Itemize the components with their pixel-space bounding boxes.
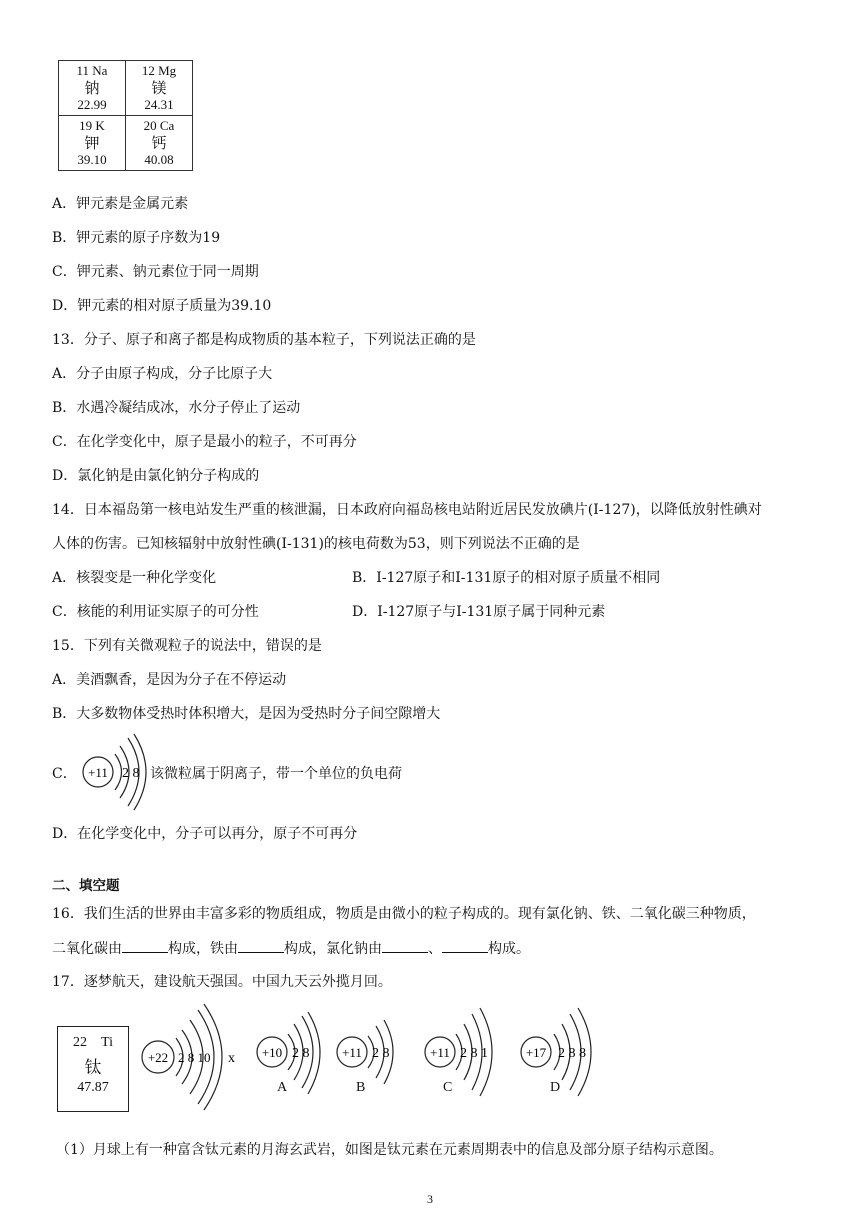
element-number: 11 (76, 63, 90, 78)
atom-shells: 2 8 8 (558, 1046, 586, 1061)
q12-option-b: B．钾元素的原子序数为19 (52, 230, 221, 246)
element-symbol: K (95, 118, 105, 133)
element-name: 镁 (151, 79, 167, 97)
q15-atom-diagram (80, 732, 160, 812)
element-mass: 24.31 (144, 97, 174, 112)
section-title: 二、填空题 (52, 878, 120, 894)
atom-label-d: D (550, 1080, 561, 1095)
q15-option-c-prefix: C． (52, 766, 77, 782)
element-cell-mg (126, 61, 193, 116)
q15-option-b: B．大多数物体受热时体积增大，是因为受热时分子间空隙增大 (52, 706, 441, 722)
q16-text: 构成。 (488, 941, 530, 957)
atom-nucleus: +11 (430, 1045, 450, 1060)
atom-shells: 2 8 (122, 766, 140, 781)
q17-subquestion-1: （1）月球上有一种富含钛元素的月海玄武岩，如图是钛元素在元素周期表中的信息及部分原子结构示意图。 (56, 1142, 723, 1158)
q15-stem: 15．下列有关微观粒子的说法中，错误的是 (52, 638, 322, 654)
q15-option-a: A．美酒飘香，是因为分子在不停运动 (52, 672, 287, 688)
q16-text: 二氧化碳由 (52, 941, 122, 957)
element-number: 20 (143, 118, 157, 133)
element-number: 22 (73, 1035, 88, 1050)
answer-blank[interactable] (382, 938, 428, 953)
q17-stem: 17．逐梦航天，建设航天强国。中国九天云外揽月回。 (52, 974, 392, 990)
q12-option-d: D．钾元素的相对原子质量为39.10 (52, 298, 272, 314)
element-mass: 39.10 (77, 152, 107, 167)
atom-label-b: B (356, 1080, 366, 1095)
element-symbol: Ca (159, 118, 175, 133)
element-mass: 40.08 (144, 152, 174, 167)
element-symbol: Ti (101, 1035, 113, 1050)
element-cell-ca (126, 116, 193, 171)
atom-shells: 2 8 (372, 1046, 390, 1061)
q13-option-a: A．分子由原子构成，分子比原子大 (52, 366, 273, 382)
q14-option-c: C．核能的利用证实原子的可分性 (52, 604, 259, 620)
element-mass: 47.87 (77, 1080, 109, 1095)
q13-option-c: C．在化学变化中，原子是最小的粒子，不可再分 (52, 434, 357, 450)
element-name: 钾 (84, 134, 100, 152)
element-cell-na (59, 61, 126, 116)
atom-nucleus: +17 (525, 1045, 547, 1060)
answer-blank[interactable] (122, 938, 168, 953)
q16-line2 (52, 938, 530, 959)
q12-option-a: A．钾元素是金属元素 (52, 196, 189, 212)
element-name: 钛 (84, 1058, 102, 1078)
q14-stem-line1: 14．日本福岛第一核电站发生严重的核泄漏，日本政府向福岛核电站附近居民发放碘片(I-127)，以降低放射性碘对 (52, 502, 762, 518)
element-name: 钙 (151, 134, 167, 152)
atom-nucleus: +22 (147, 1050, 169, 1065)
atom-diagram-c (424, 1006, 508, 1102)
answer-blank[interactable] (238, 938, 284, 953)
q16-text: 构成，铁由 (168, 941, 238, 957)
q14-option-d: D．I-127原子与I-131原子属于同种元素 (352, 604, 606, 620)
q14-option-a: A．核裂变是一种化学变化 (52, 570, 217, 586)
q15-option-d: D．在化学变化中，分子可以再分，原子不可再分 (52, 826, 358, 842)
atom-nucleus: +11 (342, 1045, 362, 1060)
element-number: 12 (141, 63, 155, 78)
atom-label-c: C (443, 1080, 453, 1095)
page-number: 3 (427, 1192, 433, 1206)
q13-option-d: D．氯化钠是由氯化钠分子构成的 (52, 468, 260, 484)
atom-shells: 2 8 1 (460, 1046, 488, 1061)
element-name: 钠 (84, 79, 100, 97)
atom-diagram-a (256, 1010, 332, 1100)
atom-label-a: A (277, 1080, 288, 1095)
atom-shells: 2 8 10 (178, 1050, 211, 1065)
periodic-table-fragment (58, 60, 193, 171)
element-number: 19 (79, 118, 93, 133)
ti-atom-diagram (140, 1002, 250, 1112)
atom-nucleus: +10 (261, 1045, 283, 1060)
element-cell-k (59, 116, 126, 171)
element-symbol: Na (92, 63, 108, 78)
atom-diagram-d (520, 1006, 610, 1102)
q16-line1: 16．我们生活的世界由丰富多彩的物质组成，物质是由微小的粒子构成的。现有氯化钠、铁、二氧化碳三种物质， (52, 906, 756, 922)
atom-nucleus: +11 (88, 765, 108, 780)
q13-option-b: B．水遇冷凝结成冰，水分子停止了运动 (52, 400, 301, 416)
q16-text: 构成，氯化钠由 (284, 941, 382, 957)
atom-unknown-x: x (228, 1051, 235, 1066)
q12-option-c: C．钾元素、钠元素位于同一周期 (52, 264, 259, 280)
q13-stem: 13．分子、原子和离子都是构成物质的基本粒子，下列说法正确的是 (52, 332, 476, 348)
q15-option-c-text: 该微粒属于阴离子，带一个单位的负电荷 (150, 766, 402, 782)
q14-stem-line2: 人体的伤害。已知核辐射中放射性碘(I-131)的核电荷数为53，则下列说法不正确的是 (52, 536, 580, 552)
element-symbol: Mg (158, 63, 177, 78)
titanium-element-cell (57, 1026, 129, 1112)
answer-blank[interactable] (442, 938, 488, 953)
element-mass: 22.99 (77, 97, 107, 112)
atom-diagram-b (336, 1010, 406, 1100)
atom-shells: 2 8 (292, 1046, 310, 1061)
q14-option-b: B．I-127原子和I-131原子的相对原子质量不相同 (352, 570, 661, 586)
q16-text: 、 (428, 941, 442, 957)
